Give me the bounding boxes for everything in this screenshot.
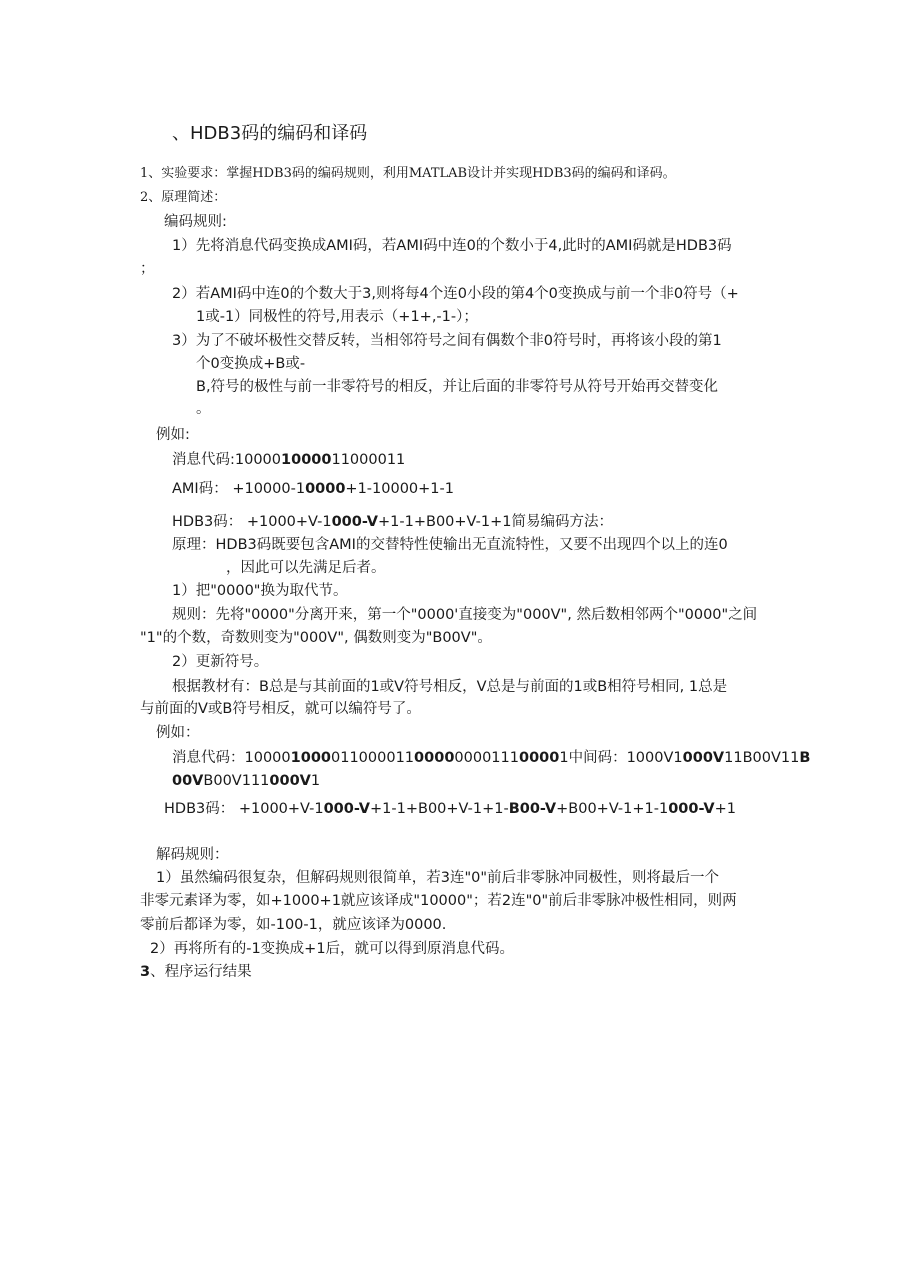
rule-3-line-4: 。 bbox=[196, 401, 211, 417]
principle-line-1: 原理：HDB3码既要包含AMI的交替特性使输出无直流特性，又要不出现四个以上的连0 bbox=[172, 537, 728, 553]
example-1-message-code: 消息代码:100001000011000011 bbox=[172, 452, 406, 468]
decode-rule-2: 2）再将所有的-1变换成+1后，就可以得到原消息代码。 bbox=[150, 941, 515, 957]
principle-line-2: ，因此可以先满足后者。 bbox=[226, 560, 386, 576]
example-2-hdb3-code: HDB3码： +1000+V-1000-V+1-1+B00+V-1+1-B00-V+B00+V-1+1-1000-V+1 bbox=[164, 801, 737, 817]
rule-3-line-1: 3）为了不破坏极性交替反转，当相邻符号之间有偶数个非0符号时，再将该小段的第1 bbox=[172, 333, 722, 349]
example-1-ami-code: AMI码： +10000-10000+1-10000+1-1 bbox=[172, 481, 454, 497]
encoding-rules-heading: 编码规则: bbox=[164, 214, 227, 230]
rule-2-line-1: 2）若AMI码中连0的个数大于3,则将每4个连0小段的第4个0变换成与前一个非0符号（+ bbox=[172, 286, 739, 302]
rule-2-line-2: 1或-1）同极性的符号,用表示（+1+,-1-）； bbox=[196, 309, 478, 325]
decoding-rules-heading: 解码规则： bbox=[156, 847, 229, 863]
example-1-label: 例如: bbox=[156, 427, 190, 443]
textbook-line-1: 根据教材有：B总是与其前面的1或V符号相反，V总是与前面的1或B相符号相同, 1总是 bbox=[172, 679, 728, 695]
decode-rule-1-line-1: 1）虽然编码很复杂，但解码规则很简单，若3连"0"前后非零脉冲同极性，则将最后一个 bbox=[156, 870, 720, 886]
rule-1-line-2: ； bbox=[140, 261, 155, 277]
decode-rule-1-line-2: 非零元素译为零，如+1000+1就应该译成"10000"；若2连"0"前后非零脉冲极性相同，则两 bbox=[140, 893, 737, 909]
section-2-heading: 2、原理简述： bbox=[140, 190, 227, 205]
rule-3-line-3: B,符号的极性与前一非零符号的相反，并让后面的非零符号从符号开始再交替变化 bbox=[196, 379, 719, 395]
example-1-hdb3-code: HDB3码： +1000+V-1000-V+1-1+B00+V-1+1简易编码方法： bbox=[172, 514, 613, 530]
section-1-requirement: 1、实验要求：掌握HDB3码的编码规则，利用MATLAB设计并实现HDB3码的编码和译码。 bbox=[140, 166, 676, 181]
rule-text-line-2: "1"的个数，奇数则变为"000V", 偶数则变为"B00V"。 bbox=[140, 630, 492, 646]
example-2-message-line-2: 00VB00V111000V1 bbox=[172, 773, 321, 789]
example-2-label: 例如： bbox=[156, 725, 200, 741]
rule-1-line-1: 1）先将消息代码变换成AMI码，若AMI码中连0的个数小于4,此时的AMI码就是HDB3码 bbox=[172, 238, 732, 254]
section-3-heading: 3、程序运行结果 bbox=[140, 964, 252, 980]
rule-text-line-1: 规则：先将"0000"分离开来，第一个"0000'直接变为"000V", 然后数相邻两个"0000"之间 bbox=[172, 607, 758, 623]
step-2: 2）更新符号。 bbox=[172, 654, 269, 670]
example-2-message-line-1: 消息代码：1000010000110000110000000011100001中间码：1000V1000V11B00V11B bbox=[172, 750, 811, 766]
textbook-line-2: 与前面的V或B符号相反，就可以编符号了。 bbox=[140, 701, 421, 717]
doc-title: 、HDB3码的编码和译码 bbox=[172, 123, 368, 144]
decode-rule-1-line-3: 零前后都译为零，如-100-1，就应该译为0000. bbox=[140, 917, 447, 933]
step-1: 1）把"0000"换为取代节。 bbox=[172, 583, 348, 599]
rule-3-line-2: 个0变换成+B或- bbox=[196, 356, 306, 372]
